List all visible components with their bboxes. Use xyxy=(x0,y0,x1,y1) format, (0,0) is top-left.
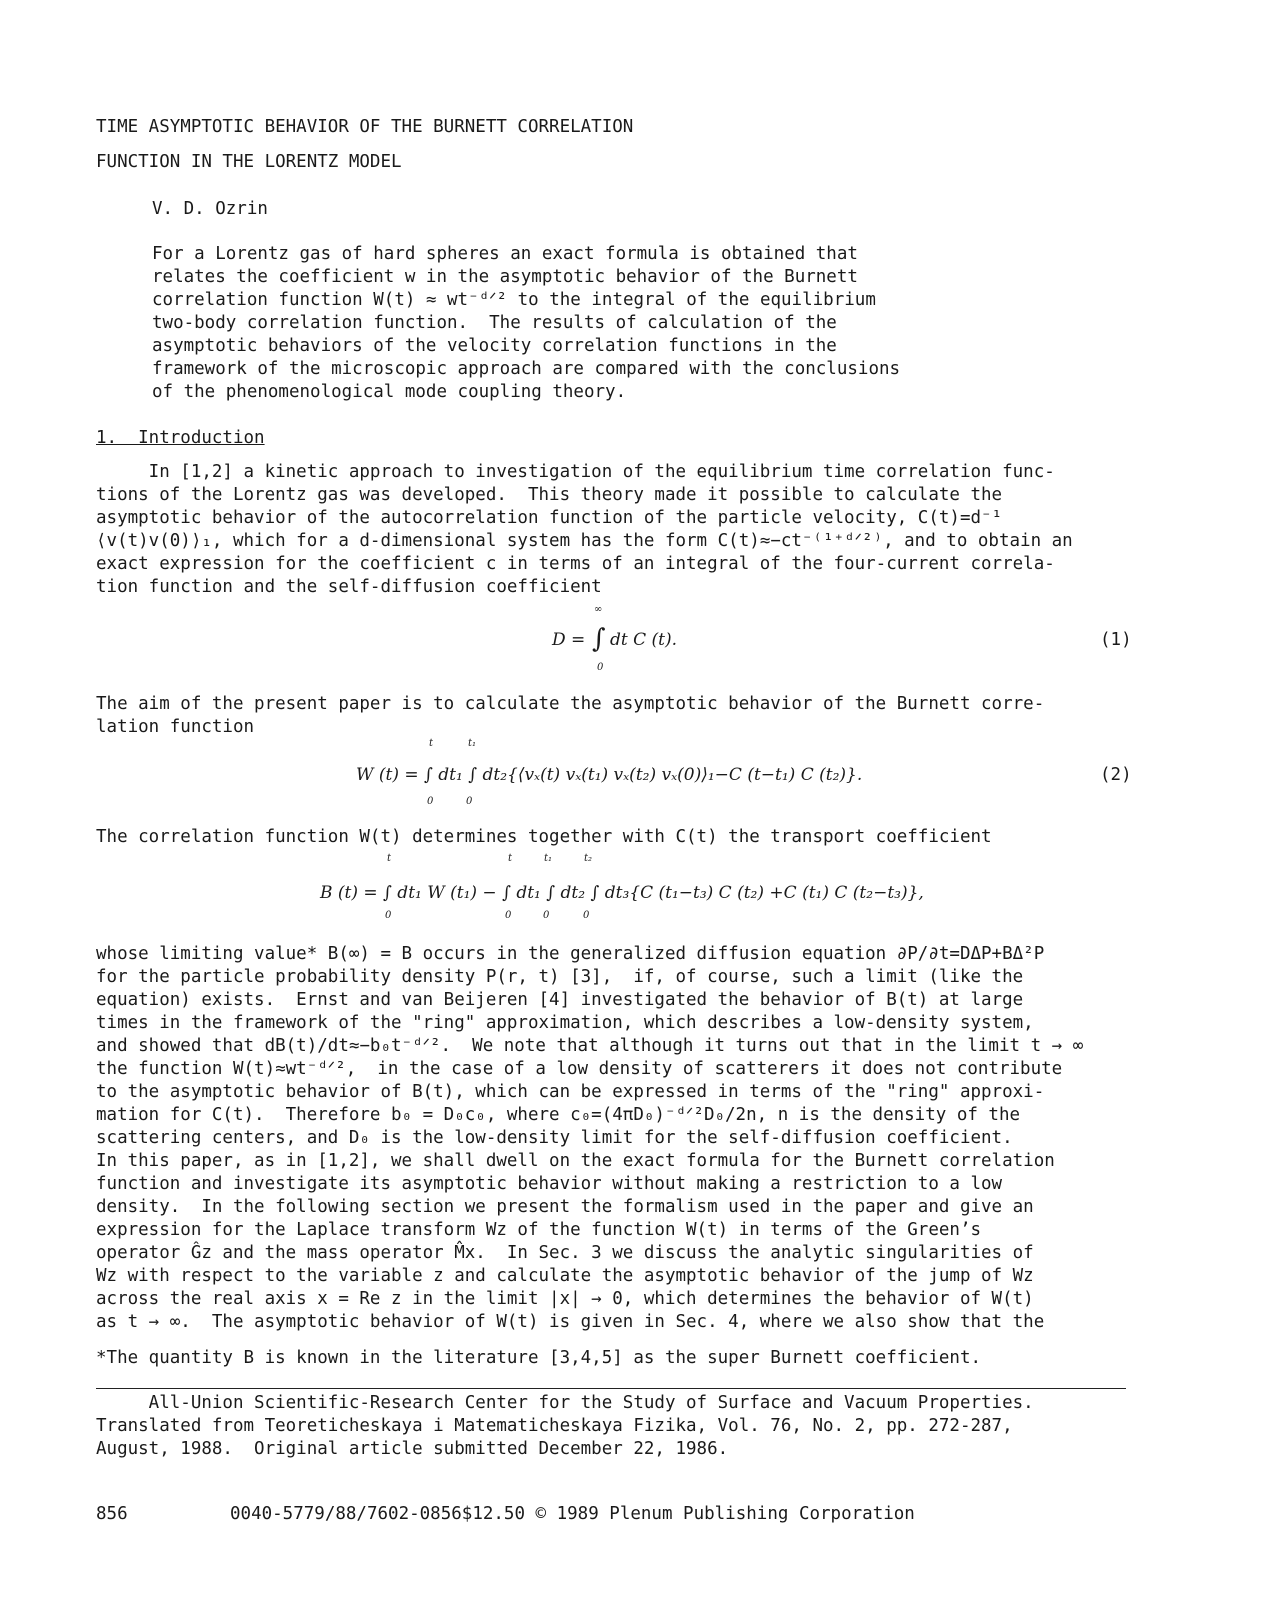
equation-number-2: (2) xyxy=(1100,765,1132,785)
paper-title-line-2: FUNCTION IN THE LORENTZ MODEL xyxy=(96,152,402,172)
eq3-body: B (t) = ∫ dt₁ W (t₁) − ∫ dt₁ ∫ dt₂ ∫ dt₃{C (t₁−t₃) C (t₂) +C (t₁) C (t₂−t₃)}, xyxy=(320,883,924,903)
body-line: Wz with respect to the variable z and calculate the asymptotic behavior of the jump of Wz xyxy=(96,1266,1034,1286)
body-line: across the real axis x = Re z in the limit |x| → 0, which determines the behavior of W(t) xyxy=(96,1289,1034,1309)
footer-rule xyxy=(96,1388,1126,1389)
abstract-line: two-body correlation function. The results of calculation of the xyxy=(152,313,837,333)
eq3-lower-limit: 0 xyxy=(583,910,590,921)
eq2-lower-limit: 0 xyxy=(466,796,473,807)
abstract-line: relates the coefficient w in the asymptotic behavior of the Burnett xyxy=(152,267,858,287)
affiliation-line: August, 1988. Original article submitted December 22, 1986. xyxy=(96,1439,729,1459)
abstract-line: of the phenomenological mode coupling theory. xyxy=(152,382,627,402)
eq3-upper-limit: t xyxy=(508,853,513,864)
body-line: lation function xyxy=(96,717,255,737)
body-line: The correlation function W(t) determines together with C(t) the transport coefficient xyxy=(96,827,992,847)
body-line: tion function and the self-diffusion coefficient xyxy=(96,577,602,597)
body-line: as t → ∞. The asymptotic behavior of W(t) is given in Sec. 4, where we also show that the xyxy=(96,1312,1045,1332)
body-line: function and investigate its asymptotic behavior without making a restriction to a low xyxy=(96,1174,1003,1194)
eq3-upper-limit: t xyxy=(387,853,392,864)
body-line: ⟨v(t)v(0)⟩₁, which for a d-dimensional system has the form C(t)≈−ct⁻⁽¹⁺ᵈᐟ²⁾, and to obtain an xyxy=(96,531,1073,551)
eq2-upper-limit: t₁ xyxy=(468,738,477,749)
eq2-upper-limit: t xyxy=(429,738,434,749)
equation-number-1: (1) xyxy=(1100,630,1132,650)
body-line: operator Ĝz and the mass operator M̂x. In Sec. 3 we discuss the analytic singularities of xyxy=(96,1243,1034,1263)
affiliation-line: Translated from Teoreticheskaya i Matematicheskaya Fizika, Vol. 76, No. 2, pp. 272-287, xyxy=(96,1416,1013,1436)
body-line: expression for the Laplace transform Wz of the function W(t) in terms of the Green’s xyxy=(96,1220,982,1240)
body-line: to the asymptotic behavior of B(t), which can be expressed in terms of the "ring" approxi- xyxy=(96,1082,1045,1102)
abstract-line: framework of the microscopic approach are compared with the conclusions xyxy=(152,359,901,379)
section-heading: 1. Introduction xyxy=(96,428,265,448)
body-line: In [1,2] a kinetic approach to investigation of the equilibrium time correlation func- xyxy=(96,462,1055,482)
abstract-line: asymptotic behaviors of the velocity correlation functions in the xyxy=(152,336,837,356)
author-name: V. D. Ozrin xyxy=(152,199,268,219)
affiliation-line: All-Union Scientific-Research Center for the Study of Surface and Vacuum Properties. xyxy=(96,1393,1034,1413)
body-line: asymptotic behavior of the autocorrelation function of the particle velocity, C(t)=d⁻¹ xyxy=(96,508,1003,528)
body-line: exact expression for the coefficient c in terms of an integral of the four-current correla- xyxy=(96,554,1055,574)
body-line: the function W(t)≈wt⁻ᵈᐟ², in the case of a low density of scatterers it does not contribute xyxy=(96,1059,1063,1079)
body-line: scattering centers, and D₀ is the low-density limit for the self-diffusion coefficient. xyxy=(96,1128,1013,1148)
eq3-upper-limit: t₂ xyxy=(584,853,593,864)
abstract-line: For a Lorentz gas of hard spheres an exact formula is obtained that xyxy=(152,244,858,264)
copyright-line: 0040-5779/88/7602-0856$12.50 © 1989 Plenum Publishing Corporation xyxy=(230,1504,915,1524)
body-line: for the particle probability density P(r, t) [3], if, of course, such a limit (like the xyxy=(96,967,1024,987)
body-line: mation for C(t). Therefore b₀ = D₀c₀, where c₀=(4πD₀)⁻ᵈᐟ²D₀/2n, n is the density of the xyxy=(96,1105,1021,1125)
integral-sign: ∫ xyxy=(592,624,606,654)
eq3-lower-limit: 0 xyxy=(505,910,512,921)
eq1-rhs: dt C (t). xyxy=(610,630,678,650)
footnote: *The quantity B is known in the literature [3,4,5] as the super Burnett coefficient. xyxy=(96,1348,982,1368)
body-line: In this paper, as in [1,2], we shall dwell on the exact formula for the Burnett correlation xyxy=(96,1151,1055,1171)
body-line: times in the framework of the "ring" approximation, which describes a low-density system, xyxy=(96,1013,1034,1033)
body-line: and showed that dB(t)/dt≈−b₀t⁻ᵈᐟ². We note that although it turns out that in the limit t → ∞ xyxy=(96,1036,1084,1056)
body-line: whose limiting value* B(∞) = B occurs in the generalized diffusion equation ∂P/∂t=DΔP+BΔ²P xyxy=(96,944,1045,964)
body-line: tions of the Lorentz gas was developed. This theory made it possible to calculate the xyxy=(96,485,1003,505)
body-line: The aim of the present paper is to calculate the asymptotic behavior of the Burnett corre- xyxy=(96,694,1045,714)
paper-title-line-1: TIME ASYMPTOTIC BEHAVIOR OF THE BURNETT CORRELATION xyxy=(96,117,634,137)
abstract-line: correlation function W(t) ≈ wt⁻ᵈᐟ² to the integral of the equilibrium xyxy=(152,290,876,310)
body-line: equation) exists. Ernst and van Beijeren [4] investigated the behavior of B(t) at large xyxy=(96,990,1024,1010)
eq3-lower-limit: 0 xyxy=(385,910,392,921)
eq3-upper-limit: t₁ xyxy=(544,853,553,864)
eq1-upper-limit: ∞ xyxy=(594,604,603,615)
eq1-lhs: D = xyxy=(552,630,591,650)
eq2-body: W (t) = ∫ dt₁ ∫ dt₂{⟨vₓ(t) vₓ(t₁) vₓ(t₂) vₓ(0)⟩₁−C (t−t₁) C (t₂)}. xyxy=(356,765,863,785)
body-line: density. In the following section we present the formalism used in the paper and give an xyxy=(96,1197,1034,1217)
eq1-lower-limit: 0 xyxy=(597,662,604,673)
page-number: 856 xyxy=(96,1504,128,1524)
eq3-lower-limit: 0 xyxy=(543,910,550,921)
eq2-lower-limit: 0 xyxy=(427,796,434,807)
